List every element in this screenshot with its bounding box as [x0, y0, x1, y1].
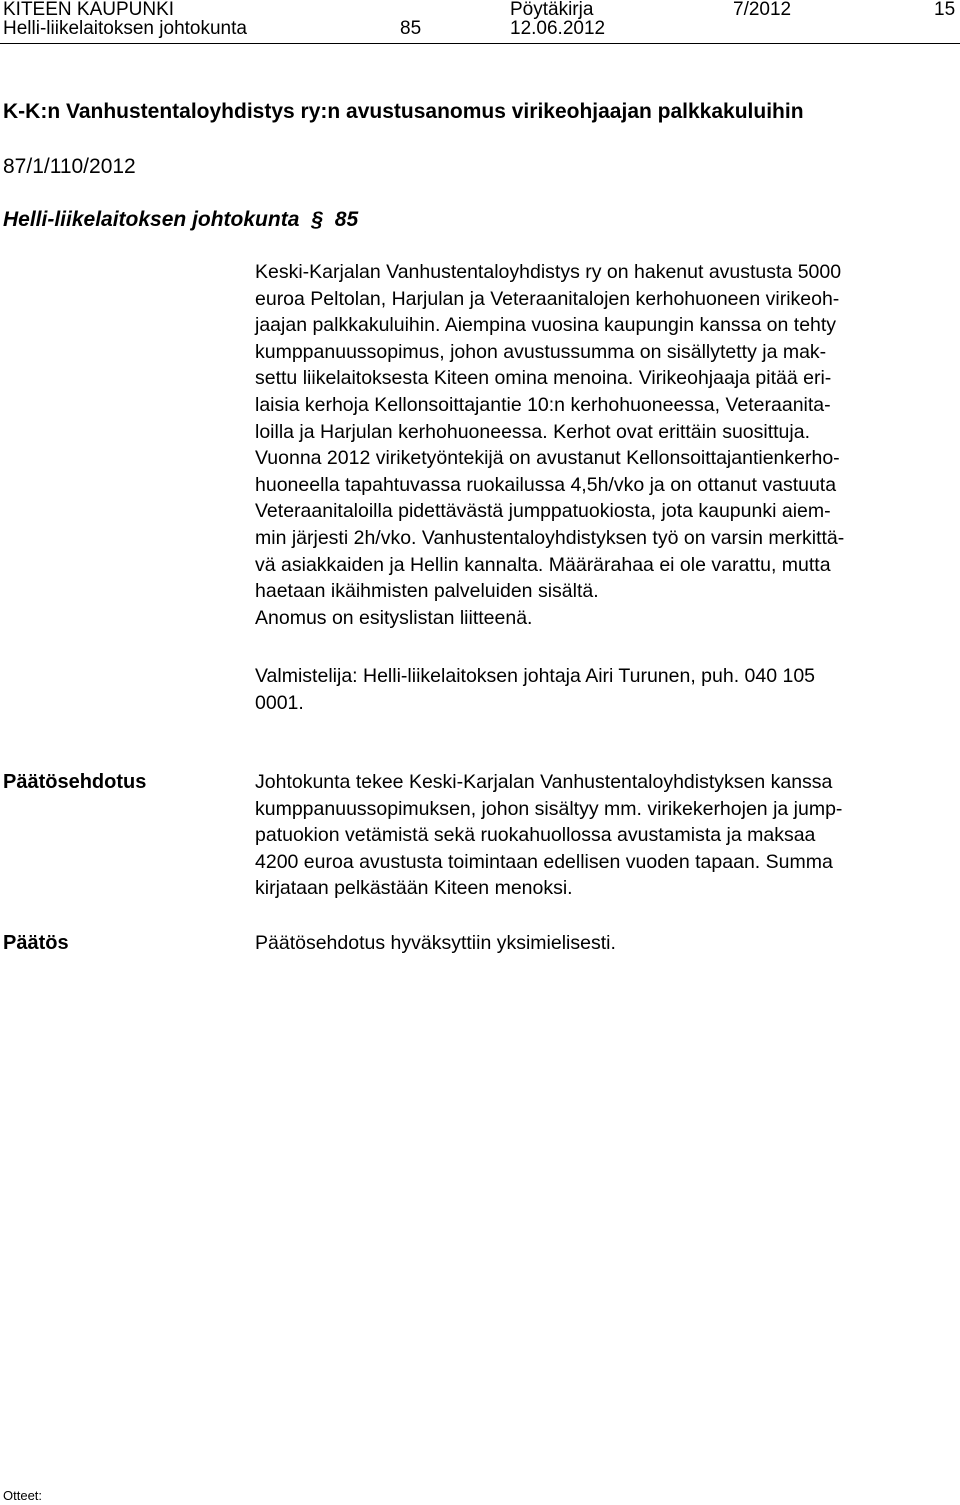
preparer-line: 0001.: [255, 691, 304, 714]
header-board: Helli-liikelaitoksen johtokunta: [3, 18, 247, 39]
section-number: 85: [334, 208, 359, 231]
board-heading: [3, 207, 358, 233]
body-line: huoneella tapahtuvassa ruokailussa 4,5h/vko ja on ottanut vastuuta: [255, 473, 837, 496]
header-org: KITEEN KAUPUNKI: [3, 0, 175, 20]
body-line: Veteraanitaloilla pidettävästä jumppatuokiosta, jota kaupunki aiem-: [255, 500, 831, 523]
body-line: Keski-Karjalan Vanhustentaloyhdistys ry on hakenut avustusta 5000: [255, 261, 842, 283]
item-body: [255, 259, 960, 631]
body-line: vä asiakkaiden ja Hellin kannalta. Määrärahaa ei ole varattu, mutta: [255, 553, 831, 576]
body-line: Anomus on esityslistan liitteenä.: [255, 606, 533, 629]
body-line: kumppanuussopimus, johon avustussumma on sisällytetty ja mak-: [255, 340, 827, 363]
body-line: loilla ja Harjulan kerhohuoneessa. Kerhot ovat erittäin suosittuja.: [255, 420, 810, 443]
section-symbol: §: [311, 208, 323, 231]
decision-text: [255, 930, 960, 957]
body-line: jaajan palkkakuluihin. Aiempina vuosina kaupungin kanssa on tehty: [255, 314, 837, 337]
proposal-line: Johtokunta tekee Keski-Karjalan Vanhustentaloyhdistyksen kanssa: [255, 771, 833, 793]
proposal-label: Päätösehdotus: [3, 771, 147, 793]
header-doc-type: Pöytäkirja: [510, 0, 594, 20]
body-line: settu liikelaitoksesta Kiteen omina menoina. Virikeohjaaja pitää eri-: [255, 367, 832, 390]
body-line: Vuonna 2012 viriketyöntekijä on avustanut Kellonsoittajantienkerho-: [255, 447, 840, 470]
header-section: 85: [400, 18, 422, 39]
decision-label: Päätös: [3, 932, 69, 954]
proposal-line: kirjataan pelkästään Kiteen menoksi.: [255, 877, 573, 900]
item-reference: 87/1/110/2012: [3, 155, 136, 178]
body-line: euroa Peltolan, Harjulan ja Veteraanitalojen kerhohuoneen virikeoh-: [255, 287, 840, 310]
preparer-line: Valmistelija: Helli-liikelaitoksen johtaja Airi Turunen, puh. 040 105: [255, 665, 816, 687]
footer-label: Otteet:: [3, 1488, 43, 1503]
board-heading-name: Helli-liikelaitoksen johtokunta: [3, 208, 300, 231]
proposal-text: [255, 769, 960, 902]
header-issue: 7/2012: [733, 0, 792, 20]
body-line: min järjesti 2h/vko. Vanhustentaloyhdistyksen työ on varsin merkittä-: [255, 526, 845, 549]
body-line: haetaan ikäihmisten palveluiden sisältä.: [255, 580, 599, 603]
preparer-info: [255, 663, 960, 716]
header-rule: [0, 43, 960, 44]
header-page-number: 15: [934, 0, 956, 20]
proposal-line: patuokion vetämistä sekä ruokahuollossa avustamista ja maksaa: [255, 824, 816, 847]
header-date: 12.06.2012: [510, 18, 606, 39]
body-line: laisia kerhoja Kellonsoittajantie 10:n kerhohuoneessa, Veteraanita-: [255, 393, 831, 416]
proposal-line: kumppanuussopimuksen, johon sisältyy mm. virikekerhojen ja jump-: [255, 797, 843, 820]
proposal-line: 4200 euroa avustusta toimintaan edellisen vuoden tapaan. Summa: [255, 850, 833, 873]
decision-line: Päätösehdotus hyväksyttiin yksimielisesti.: [255, 932, 616, 954]
item-title: K-K:n Vanhustentaloyhdistys ry:n avustusanomus virikeohjaajan palkkakuluihin: [3, 100, 804, 123]
